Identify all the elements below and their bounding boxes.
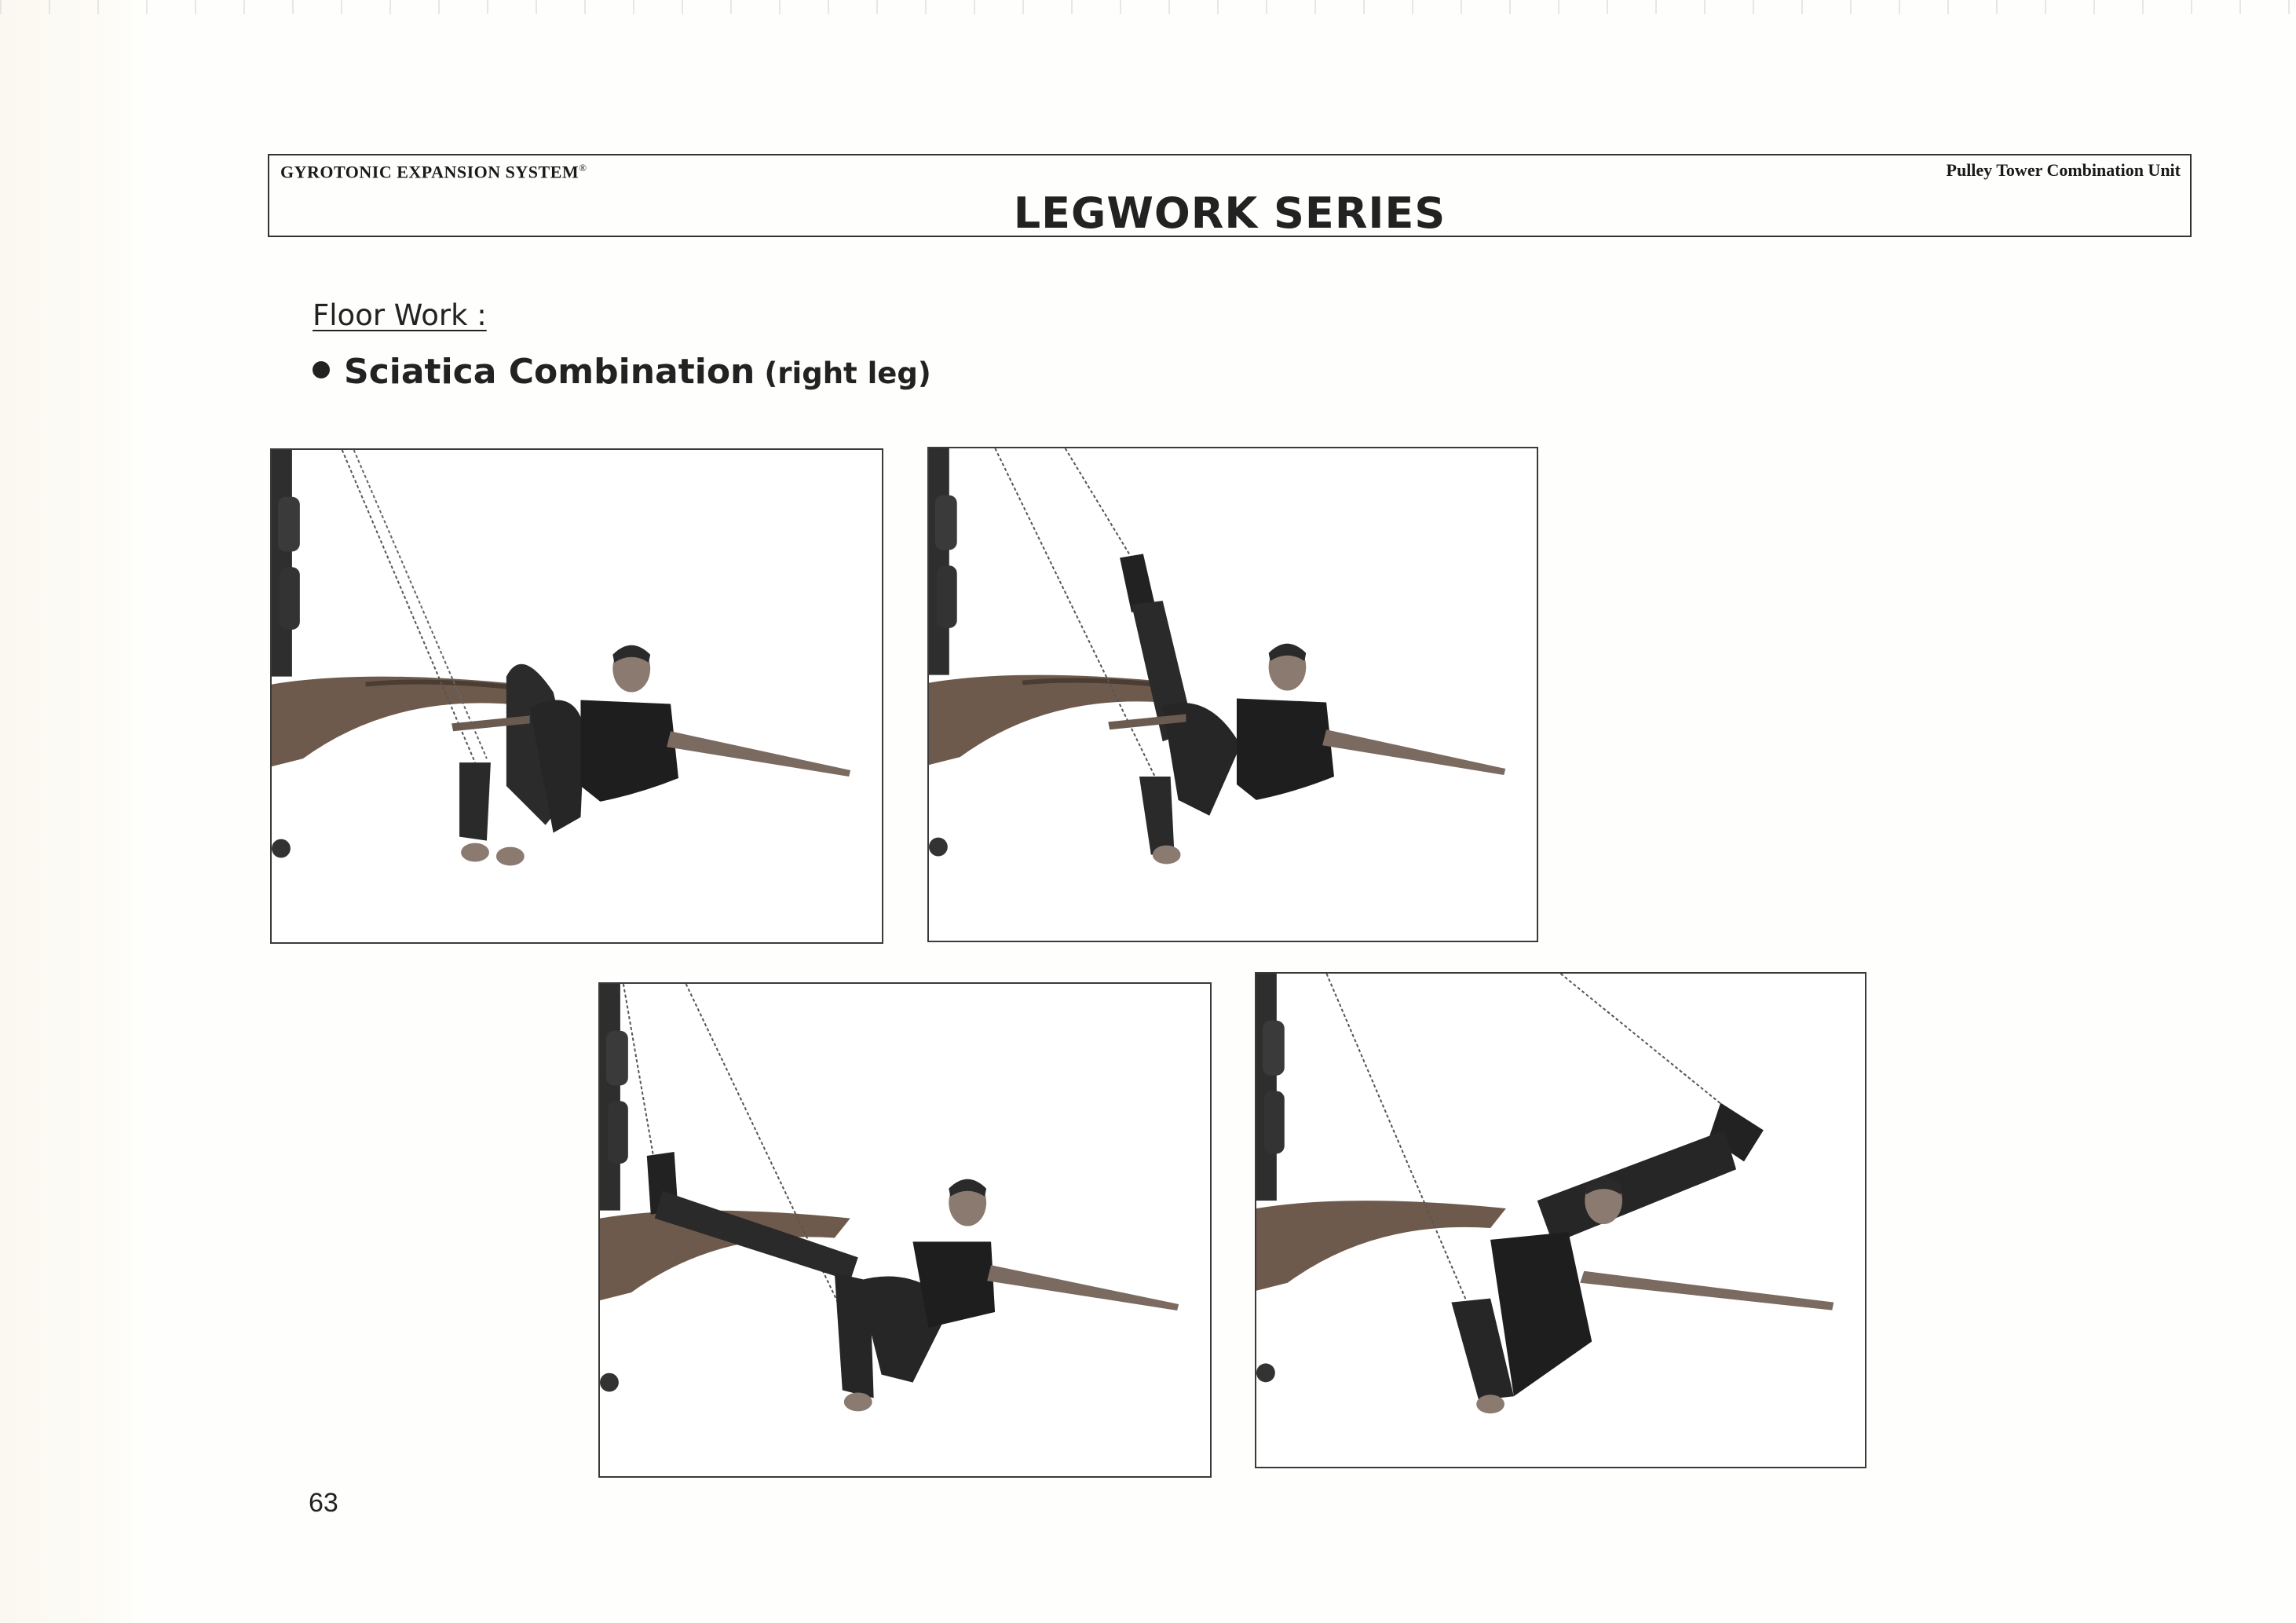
series-title: LEGWORK SERIES (1013, 188, 1446, 238)
registered-mark: ® (579, 162, 587, 174)
exercise-note: (right leg) (764, 356, 931, 390)
exercise-photo-1-illustration (272, 450, 882, 942)
page-header (268, 154, 2192, 237)
photo-step-3 (598, 982, 1212, 1478)
exercise-photo-4-illustration (1256, 974, 1865, 1467)
scan-edge-shadow (0, 0, 141, 1623)
bullet-icon (313, 361, 330, 378)
photo-step-4 (1255, 972, 1866, 1468)
section-heading: Floor Work : (313, 298, 487, 332)
page-number: 63 (309, 1488, 338, 1518)
photo-step-1 (270, 448, 883, 944)
exercise-photo-2-illustration (929, 448, 1537, 941)
exercise-photo-3-illustration (600, 984, 1210, 1476)
scan-perforation-marks (0, 0, 2296, 14)
system-name (280, 162, 587, 182)
photo-step-2 (927, 447, 1538, 942)
system-name-text: GYROTONIC EXPANSION SYSTEM (280, 162, 579, 182)
exercise-name: Sciatica Combination (344, 352, 755, 392)
exercise-title (313, 352, 931, 392)
unit-name: Pulley Tower Combination Unit (1946, 160, 2181, 180)
